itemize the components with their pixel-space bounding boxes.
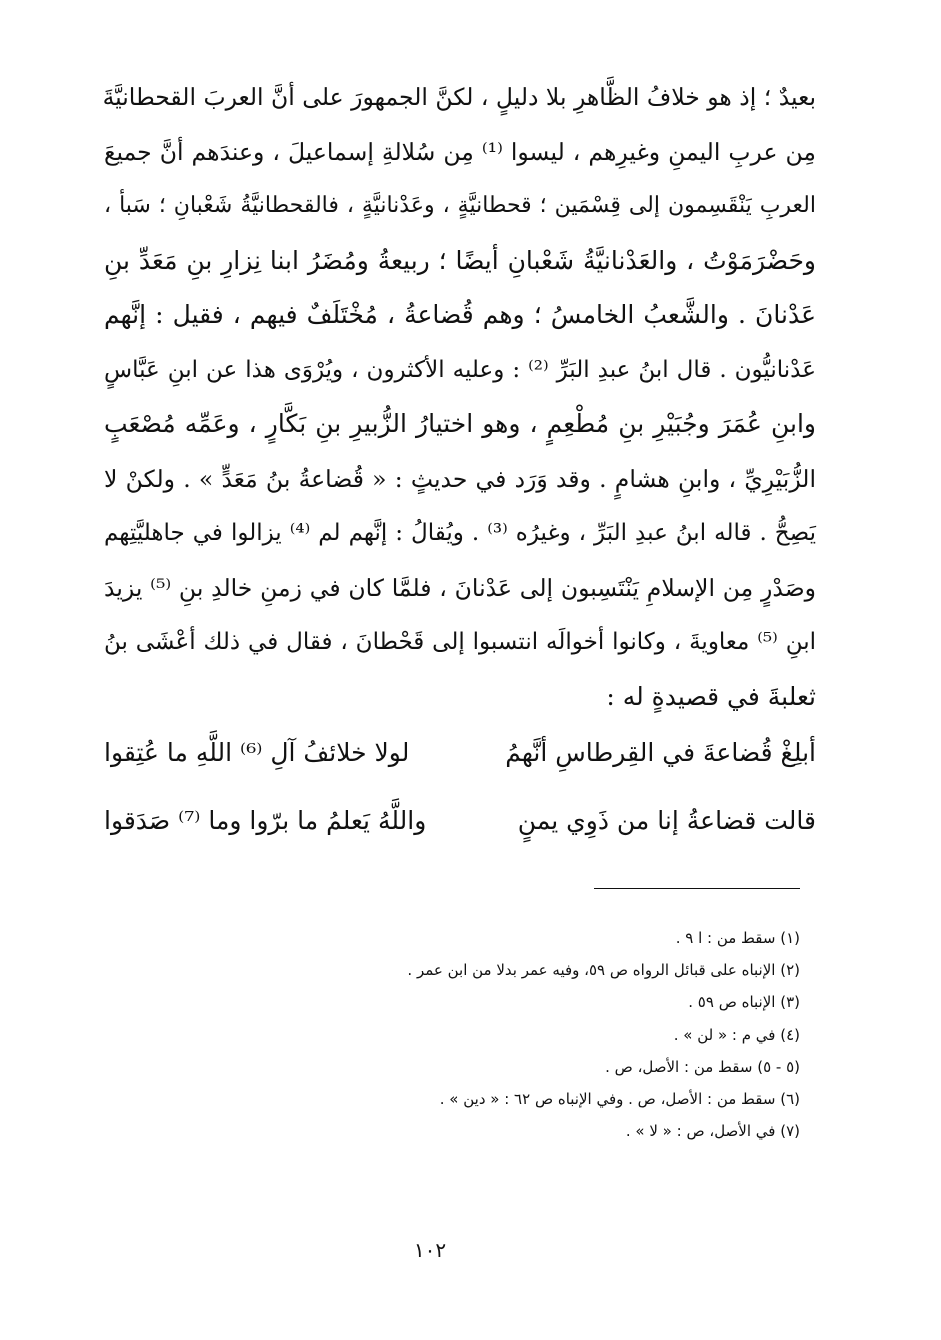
footnote: (٧) في الأصل، ص : « لا » . bbox=[625, 1122, 800, 1141]
text-line: ثعلبةَ في قصيدةٍ له : bbox=[606, 681, 816, 711]
verse-first-hemistich: أبلِغْ قُضاعةَ في القِرطاسِ أنَّهمُ bbox=[505, 738, 816, 767]
footnote: (١) سقط من : ا ٩ . bbox=[675, 929, 800, 947]
text-line: بعيدٌ ؛ إذ هو خلافُ الظَّاهرِ بلا دليلٍ ، لكنَّ الجمهورَ على أنَّ العربَ القحطانيَّةَ bbox=[102, 83, 816, 111]
footnotes bbox=[300, 922, 800, 1147]
text-line: الزُّبَيْرِيِّ ، وابنِ هشامٍ . وقد وَرَد في حديثٍ : « قُضاعةُ بنُ مَعَدٍّ » . ولكنْ لا bbox=[104, 464, 816, 493]
text-line: العربِ يَنْقَسِمون إلى قِسْمَين ؛ قحطانيَّةٍ ، وعَدْنانيَّةٍ ، فالقحطانيَّةُ شَعْبانِ ؛ سَبأ ، bbox=[104, 193, 816, 218]
footnote: (٣) الإنباه ص ٥٩ . bbox=[688, 993, 800, 1012]
page-number: ١٠٢ bbox=[413, 1238, 447, 1262]
footnote: (٤) في م : « لن » . bbox=[673, 1025, 800, 1044]
poetry-verse bbox=[104, 730, 816, 776]
text-line: عَدْنانيُّون . قال ابنُ عبدِ البَرِّ ⁽²⁾ : وعليه الأكثرون ، ويُرْوَى هذا عن ابنِ عَبَّاسٍ bbox=[104, 356, 816, 383]
verse-first-hemistich: قالت قضاعةُ إنا من ذَوِي يمنٍ bbox=[517, 806, 816, 835]
main-text bbox=[104, 70, 816, 724]
footnote-separator bbox=[594, 888, 800, 889]
poetry-verse bbox=[104, 798, 816, 844]
text-line: وابنِ عُمَرَ وجُبَيْرِ بنِ مُطْعِمٍ ، وهو اختيارُ الزُّبيرِ بنِ بَكَّارٍ ، وعَمِّه مُصْعَبٍ bbox=[104, 409, 816, 438]
footnote: (٢) الإنباه على قبائل الرواه ص ٥٩، وفيه عمر بدلا من ابن عمر . bbox=[407, 961, 800, 980]
footnote: (٥ - ٥) سقط من : الأصل، ص . bbox=[605, 1057, 800, 1076]
text-line: ابنِ ⁽⁵⁾ معاويةَ ، وكانوا أخوالَه انتسبوا إلى قَحْطانَ ، فقال في ذلك أعْشَى بنُ bbox=[104, 629, 816, 655]
footnote: (٦) سقط من : الأصل، ص . وفي الإنباه ص ٦٢ : « دين » . bbox=[439, 1089, 800, 1108]
text-line: عَدْنانَ . والشَّعبُ الخامسُ ؛ وهم قُضاعةُ ، مُخْتَلَفٌ فيهم ، فقيل : إنَّهم bbox=[104, 300, 816, 329]
text-line: وحَضْرَمَوْتُ ، والعَدْنانيَّةُ شَعْبانِ أيضًا ؛ ربيعةُ ومُضَرُ ابنا نِزارِ بنِ مَعَدِّ بنِ bbox=[104, 245, 816, 275]
text-line: يَصِحُّ . قاله ابنُ عبدِ البَرِّ ، وغيرُه ⁽³⁾ . ويُقالُ : إنَّهم لم ⁽⁴⁾ يزالوا في جاهليَّتِهم bbox=[104, 520, 816, 546]
text-line: مِن عربِ اليمنِ وغيرِهم ، ليسوا ⁽¹⁾ مِن سُلالةِ إسماعيلَ ، وعندَهم أنَّ جميعَ bbox=[104, 137, 816, 166]
verse-second-hemistich: لولا خلائفُ آلِ ⁽⁶⁾ اللَّهِ ما عُتِقوا bbox=[104, 738, 410, 767]
text-line: وصَدْرٍ مِن الإسلامِ يَنْتَسِبون إلى عَدْنانَ ، فلمَّا كان في زمنِ خالدِ بنِ ⁽⁵⁾ يزيدَ bbox=[104, 573, 817, 602]
verse-second-hemistich: واللَّهُ يَعلمُ ما برّوا وما ⁽⁷⁾ صَدَقوا bbox=[104, 806, 427, 835]
